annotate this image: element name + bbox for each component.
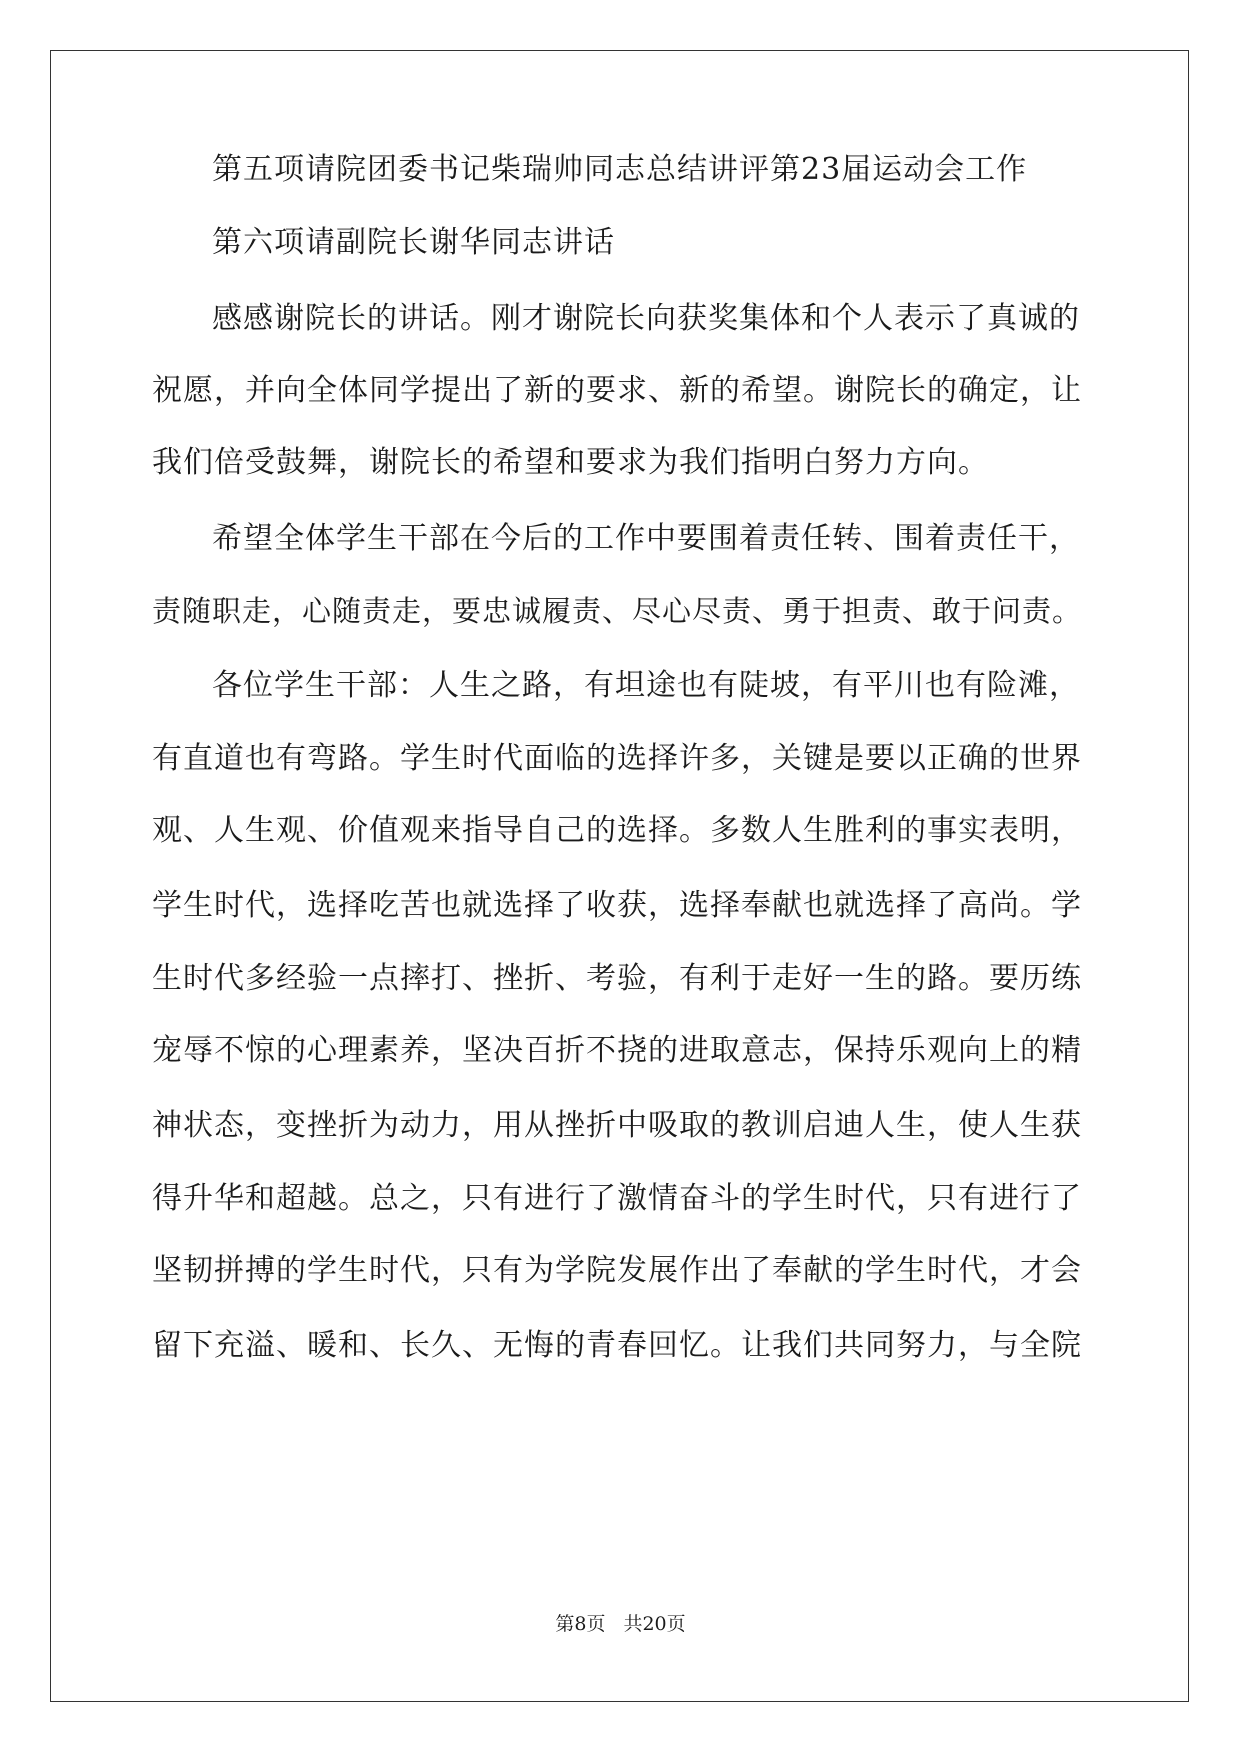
page-total: 共20页 bbox=[623, 1613, 686, 1635]
body-line: 神状态，变挫折为动力，用从挫折中吸取的教训启迪人生，使人生获 bbox=[152, 1108, 1082, 1143]
body-line: 第五项请院团委书记柴瑞帅同志总结讲评第23届运动会工作 bbox=[212, 152, 1028, 187]
body-line: 观、人生观、价值观来指导自己的选择。多数人生胜利的事实表明， bbox=[152, 813, 1082, 848]
body-line: 祝愿，并向全体同学提出了新的要求、新的希望。谢院长的确定，让 bbox=[152, 373, 1082, 408]
body-line: 生时代多经验一点摔打、挫折、考验，有利于走好一生的路。要历练 bbox=[152, 961, 1082, 996]
body-line: 学生时代，选择吃苦也就选择了收获，选择奉献也就选择了高尚。学 bbox=[152, 888, 1082, 923]
body-line: 得升华和超越。总之，只有进行了激情奋斗的学生时代，只有进行了 bbox=[152, 1181, 1082, 1216]
body-line: 各位学生干部：人生之路，有坦途也有陡坡，有平川也有险滩， bbox=[212, 668, 1080, 703]
body-line: 感感谢院长的讲话。刚才谢院长向获奖集体和个人表示了真诚的 bbox=[212, 301, 1080, 336]
page-border bbox=[50, 50, 1189, 1702]
body-line: 宠辱不惊的心理素养，坚决百折不挠的进取意志，保持乐观向上的精 bbox=[152, 1033, 1082, 1068]
body-line: 留下充溢、暖和、长久、无悔的青春回忆。让我们共同努力，与全院 bbox=[152, 1328, 1082, 1363]
body-line: 希望全体学生干部在今后的工作中要围着责任转、围着责任干， bbox=[212, 521, 1080, 556]
page-number: 第8页 bbox=[555, 1613, 606, 1635]
body-line: 有直道也有弯路。学生时代面临的选择许多，关键是要以正确的世界 bbox=[152, 741, 1082, 776]
page-footer bbox=[0, 1612, 1241, 1636]
body-line: 责随职走，心随责走，要忠诚履责、尽心尽责、勇于担责、敢于问责。 bbox=[152, 594, 1083, 628]
body-line: 坚韧拼搏的学生时代，只有为学院发展作出了奉献的学生时代，才会 bbox=[152, 1253, 1082, 1288]
body-line: 我们倍受鼓舞，谢院长的希望和要求为我们指明白努力方向。 bbox=[152, 445, 989, 480]
body-line: 第六项请副院长谢华同志讲话 bbox=[212, 225, 615, 260]
